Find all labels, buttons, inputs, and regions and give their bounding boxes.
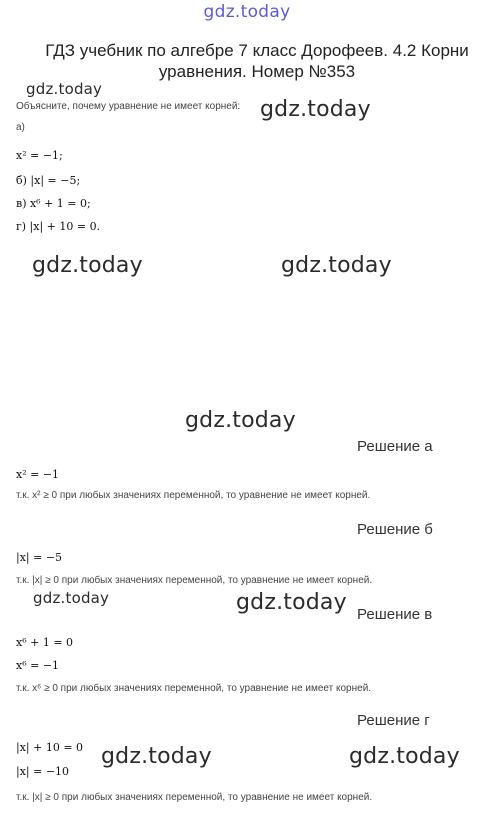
solution-d-heading: Решение г	[357, 712, 430, 729]
task-prompt: Объясните, почему уравнение не имеет корней:	[16, 101, 241, 112]
page-title: ГДЗ учебник по алгебре 7 класс Дорофеев. 4.2 Корни уравнения. Номер №353	[45, 41, 469, 81]
watermark: gdz.today	[26, 80, 103, 98]
task-equation-d: г) |x| + 10 = 0.	[16, 220, 101, 233]
solution-c-explanation: т.к. x⁶ ≥ 0 при любых значениях переменной, то уравнение не имеет корней.	[16, 683, 372, 694]
solution-c-equation-1: x⁶ + 1 = 0	[16, 636, 74, 649]
watermark: gdz.today	[32, 253, 143, 278]
watermark: gdz.today	[349, 744, 460, 769]
solution-d-equation-1: |x| + 10 = 0	[16, 741, 84, 754]
solution-c-equation-2: x⁶ = −1	[16, 659, 60, 672]
solution-a-equation: x² = −1	[16, 468, 60, 481]
site-logo[interactable]: gdz.today	[203, 2, 291, 22]
solution-a-explanation: т.к. x² ≥ 0 при любых значениях переменной, то уравнение не имеет корней.	[16, 490, 371, 501]
solution-a-heading: Решение а	[357, 438, 433, 455]
solution-b-explanation: т.к. |x| ≥ 0 при любых значениях переменной, то уравнение не имеет корней.	[16, 575, 373, 586]
solution-d-equation-2: |x| = −10	[16, 765, 70, 778]
solution-b-equation: |x| = −5	[16, 551, 63, 564]
watermark: gdz.today	[281, 253, 392, 278]
solution-c-heading: Решение в	[357, 606, 433, 623]
task-label-a: а)	[16, 122, 25, 133]
watermark: gdz.today	[260, 97, 371, 122]
watermark: gdz.today	[236, 590, 347, 615]
task-equation-a: x² = −1;	[16, 149, 63, 162]
solution-b-heading: Решение б	[357, 521, 433, 538]
solution-d-explanation: т.к. |x| ≥ 0 при любых значениях переменной, то уравнение не имеет корней.	[16, 792, 373, 803]
task-equation-b: б) |x| = −5;	[16, 174, 81, 187]
task-equation-c: в) x⁶ + 1 = 0;	[16, 197, 91, 210]
watermark: gdz.today	[101, 744, 212, 769]
watermark: gdz.today	[185, 408, 296, 433]
watermark: gdz.today	[33, 589, 110, 607]
